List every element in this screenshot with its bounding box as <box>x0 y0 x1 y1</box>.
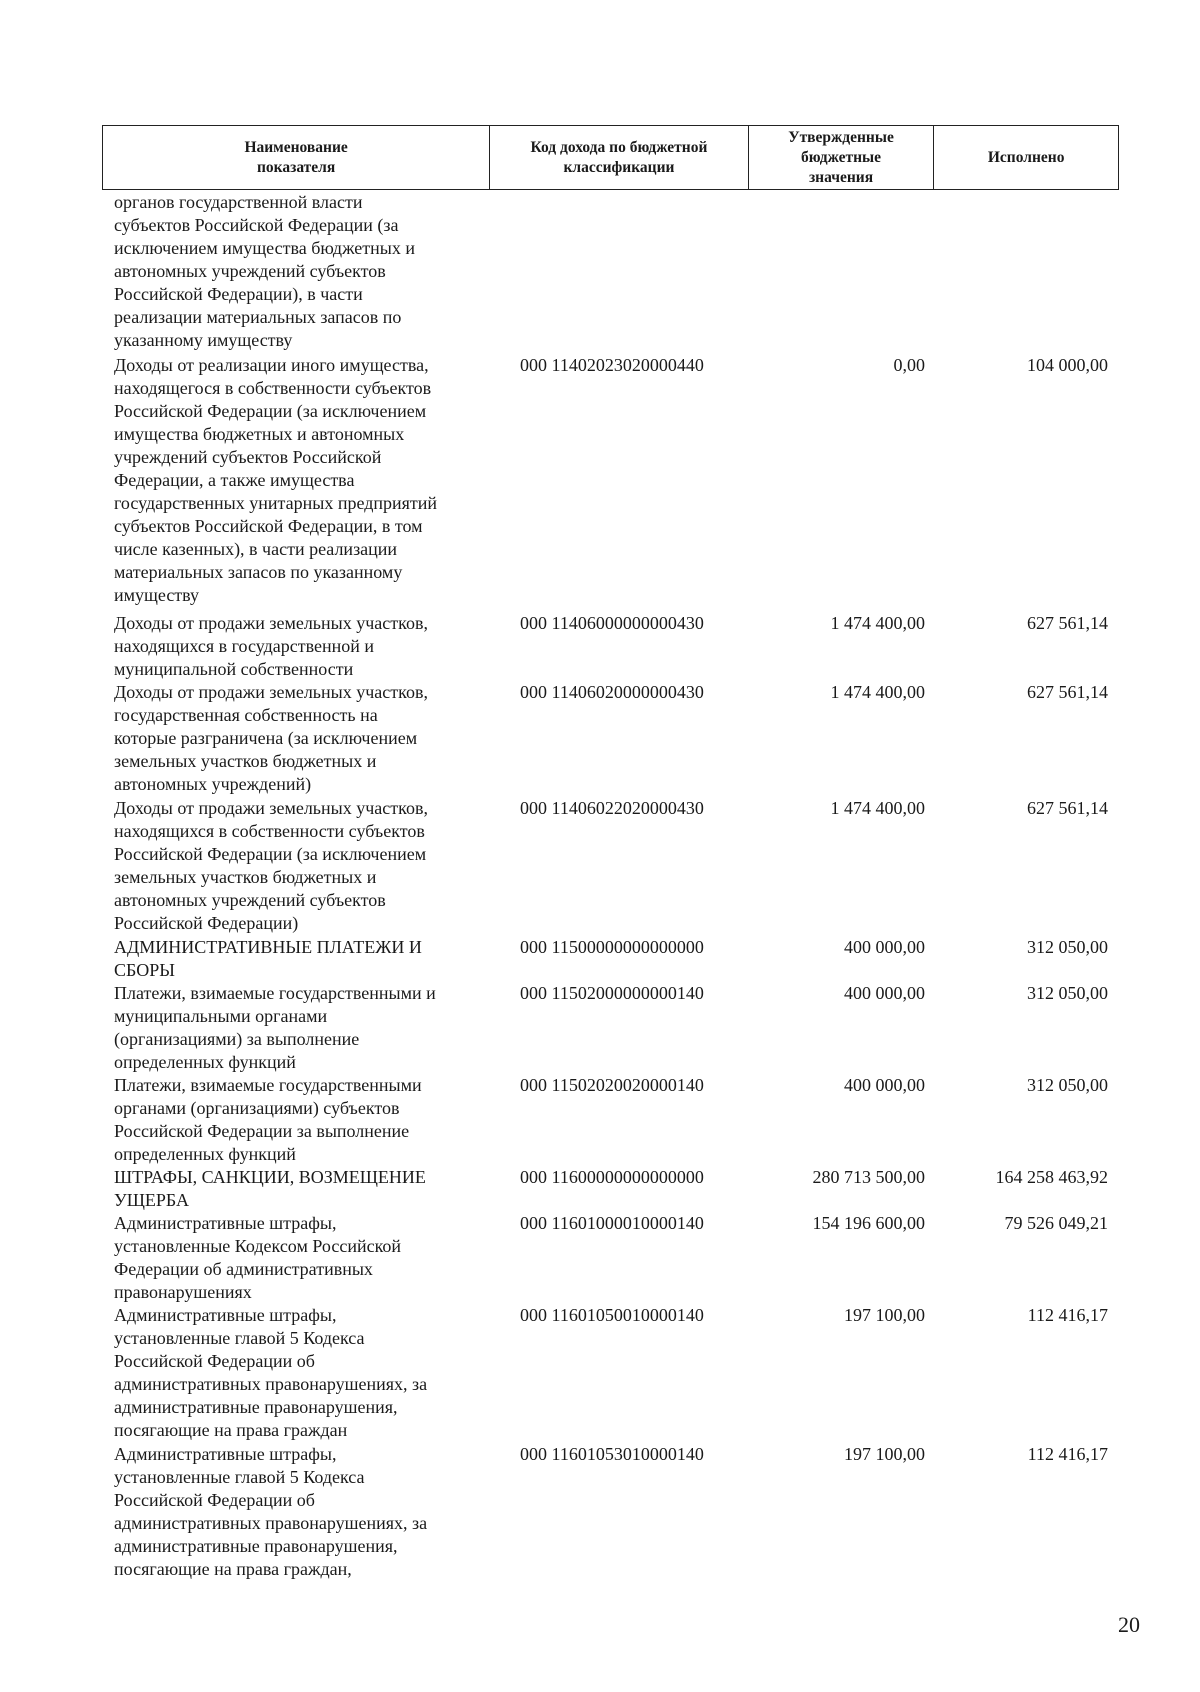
row-code: 000 11502020020000140 <box>520 1075 704 1095</box>
row-done: 627 561,14 <box>1027 798 1108 818</box>
header-plan: Утвержденные бюджетные значения <box>748 126 934 189</box>
row-plan: 1 474 400,00 <box>830 798 925 818</box>
row-code: 000 11600000000000000 <box>520 1167 704 1187</box>
row-code: 000 11601050010000140 <box>520 1305 704 1325</box>
row-name: Доходы от реализации иного имущества, находящегося в собственности субъектов Российской Федерации (за исключением имущества бюджетных и автономных учреждений субъектов Российской Федерации, а также имущества государственных унитарных предприятий субъектов Российской Федерации, в том числе казенных), в части реализации материальных запасов по указанному имуществу <box>114 355 438 605</box>
row-plan: 400 000,00 <box>844 983 925 1003</box>
row-plan: 197 100,00 <box>844 1444 925 1464</box>
row-done: 112 416,17 <box>1027 1444 1108 1464</box>
row-code: 000 11406000000000430 <box>520 613 704 633</box>
row-done: 312 050,00 <box>1027 1075 1108 1095</box>
row-code: 000 11502000000000140 <box>520 983 704 1003</box>
row-name: Доходы от продажи земельных участков, находящихся в собственности субъектов Российской Федерации (за исключением земельных участков бюджетных и автономных учреждений субъектов Российской Федерации) <box>114 798 428 933</box>
row-name: ШТРАФЫ, САНКЦИИ, ВОЗМЕЩЕНИЕ УЩЕРБА <box>114 1167 426 1210</box>
row-plan: 1 474 400,00 <box>830 613 925 633</box>
row-done: 164 258 463,92 <box>995 1167 1108 1187</box>
table-header <box>102 125 1119 190</box>
row-code: 000 11500000000000000 <box>520 937 704 957</box>
row-done: 104 000,00 <box>1027 355 1108 375</box>
row-plan: 1 474 400,00 <box>830 682 925 702</box>
row-code: 000 11601053010000140 <box>520 1444 704 1464</box>
row-code: 000 11406020000000430 <box>520 682 704 702</box>
row-name: Платежи, взимаемые государственными органами (организациями) субъектов Российской Федерации за выполнение определенных функций <box>114 1075 422 1164</box>
page-number: 20 <box>1118 1612 1140 1637</box>
row-code: 000 11402023020000440 <box>520 355 704 375</box>
row-done: 312 050,00 <box>1027 937 1108 957</box>
row-plan: 400 000,00 <box>844 1075 925 1095</box>
row-done: 627 561,14 <box>1027 682 1108 702</box>
row-done: 627 561,14 <box>1027 613 1108 633</box>
row-name: Платежи, взимаемые государственными и муниципальными органами (организациями) за выполнение определенных функций <box>114 983 436 1072</box>
row-done: 112 416,17 <box>1027 1305 1108 1325</box>
row-name: Доходы от продажи земельных участков, государственная собственность на которые разграничена (за исключением земельных участков бюджетных и автономных учреждений) <box>114 682 428 794</box>
row-done: 312 050,00 <box>1027 983 1108 1003</box>
row-plan: 0,00 <box>893 355 925 375</box>
header-name: Наименование показателя <box>244 138 348 176</box>
header-code: Код дохода по бюджетной классификации <box>489 126 747 189</box>
row-code: 000 11601000010000140 <box>520 1213 704 1233</box>
row-name: Административные штрафы, установленные главой 5 Кодекса Российской Федерации об административных правонарушениях, за административные правонарушения, посягающие на права граждан, <box>114 1444 428 1579</box>
row-name: Доходы от продажи земельных участков, находящихся в государственной и муниципальной собственности <box>114 613 428 679</box>
row-done: 79 526 049,21 <box>1004 1213 1108 1233</box>
row-plan: 197 100,00 <box>844 1305 925 1325</box>
row-plan: 280 713 500,00 <box>812 1167 925 1187</box>
row-name: Административные штрафы, установленные Кодексом Российской Федерации об административных правонарушениях <box>114 1213 402 1302</box>
row-plan: 400 000,00 <box>844 937 925 957</box>
row-plan: 154 196 600,00 <box>812 1213 925 1233</box>
row-name: Административные штрафы, установленные главой 5 Кодекса Российской Федерации об административных правонарушениях, за административные правонарушения, посягающие на права граждан <box>114 1305 428 1440</box>
row-name: АДМИНИСТРАТИВНЫЕ ПЛАТЕЖИ И СБОРЫ <box>114 937 422 980</box>
header-done: Исполнено <box>933 126 1118 189</box>
row-code: 000 11406022020000430 <box>520 798 704 818</box>
row-name: органов государственной власти субъектов Российской Федерации (за исключением имущества бюджетных и автономных учреждений субъектов Российской Федерации), в части реализации материальных запасов по указанному имуществу <box>114 192 415 350</box>
